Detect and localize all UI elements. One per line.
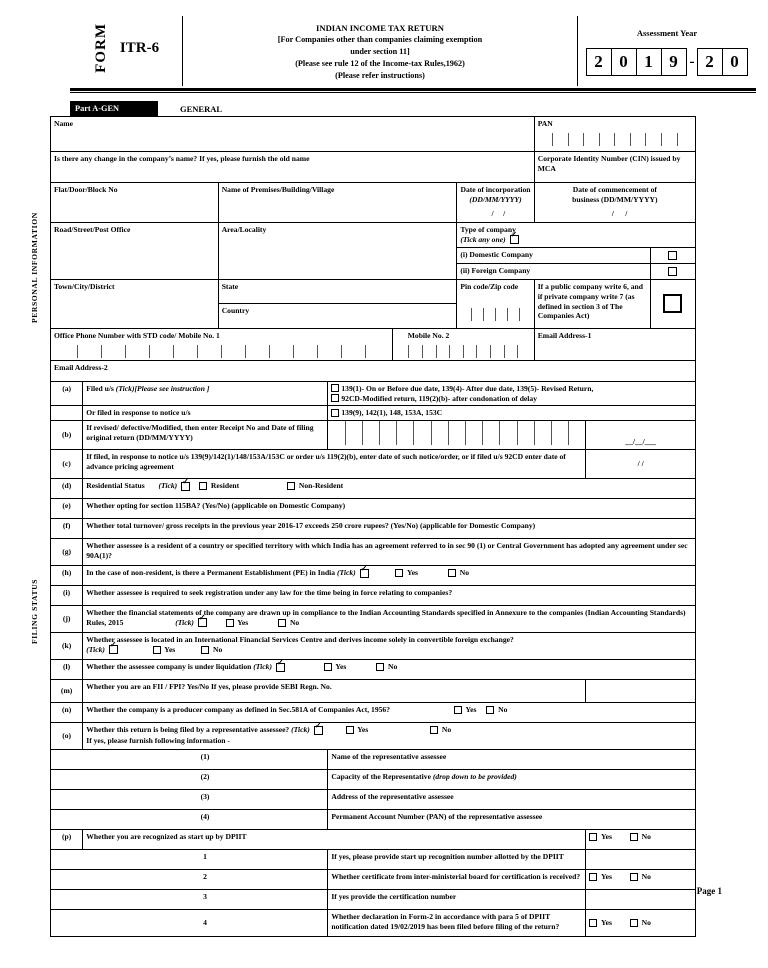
original-return-date-cell[interactable]	[586, 421, 696, 450]
checkbox-imb-yes-icon[interactable]	[589, 873, 597, 881]
filing-row-f	[51, 519, 696, 539]
town-label: Town/City/District	[54, 281, 115, 291]
premises-cell[interactable]	[218, 183, 457, 223]
filing-key-j: (j)	[51, 606, 83, 633]
filing-label-f[interactable]: Whether total turnover/ gross receipts in the previous year 2016-17 exceeds 250 crore rupees? (Yes/No) (applicable for Domestic Company)	[83, 519, 696, 539]
filing-row-c	[51, 450, 696, 479]
startup-item-row-1	[51, 850, 696, 870]
office-phone-label: Office Phone Number with STD code/ Mobile No. 1	[54, 330, 220, 340]
filing-row-n	[51, 703, 696, 723]
startup-yn-p[interactable]	[586, 830, 696, 850]
startup-label-2: Whether certificate from inter-ministerial board for certification is received?	[328, 870, 586, 890]
filing-label-e[interactable]: Whether opting for section 115BA? (Yes/No) (applicable on Domestic Company)	[83, 499, 696, 519]
imb-no-label: No	[641, 872, 651, 882]
rep-num-4: (4)	[83, 810, 328, 830]
name-change-cell[interactable]	[51, 152, 535, 183]
row-email2	[51, 360, 696, 381]
title-line-2: [For Companies other than companies claiming exemption	[277, 35, 483, 45]
public-private-input-cell[interactable]	[650, 279, 695, 328]
checkbox-ifsc-no-icon[interactable]	[201, 646, 209, 654]
residential-status-label: Residential Status	[86, 481, 145, 491]
startup-yn-2[interactable]	[586, 870, 696, 890]
filing-row-e	[51, 499, 696, 519]
mobile2-label: Mobile No. 2	[407, 330, 450, 340]
row-namechange-cin	[51, 152, 696, 183]
checkbox-rep-no-icon[interactable]	[430, 726, 438, 734]
area-cell[interactable]	[218, 222, 457, 279]
office-phone-cell[interactable]	[51, 328, 393, 360]
resident-label: Resident	[210, 481, 240, 491]
filing-key-a: (a)	[51, 381, 83, 406]
personal-information-table	[50, 116, 696, 382]
startup-row-p	[51, 830, 696, 850]
checkbox-producer-yes-icon[interactable]	[454, 706, 462, 714]
representative-row-3	[51, 790, 696, 810]
date-of-incorporation-header	[457, 183, 534, 207]
filing-row-a	[51, 381, 696, 406]
filing-label-k: Whether assessee is located in an International Financial Services Centre and derives income solely in convertible foreign exchange?	[86, 635, 514, 645]
filing-label-h-cell[interactable]	[83, 566, 696, 586]
notice-order-date: / /	[637, 459, 644, 469]
email1-label: Email Address-1	[537, 330, 592, 340]
rep-yes-label: Yes	[357, 725, 369, 735]
receipt-number-boxes[interactable]	[328, 421, 585, 445]
filing-label-b: If revised/ defective/Modified, then enter Receipt No and Date of filing original return (DD/MM/YYYY)	[83, 421, 328, 450]
rep-label-2: Capacity of the Representative	[331, 772, 431, 782]
receipt-number-boxes-cell[interactable]	[328, 421, 586, 450]
startup-label-4: Whether declaration in Form-2 in accordance with para 5 of DPIIT notification dated 19/02/2019 has been filed before filing of the return?	[328, 910, 586, 937]
rep-label-1[interactable]: Name of the representative assessee	[328, 750, 696, 770]
mobile2-boxes[interactable]	[396, 345, 531, 358]
startup-label-1: If yes, please provide start up recognition number allotted by the DPIIT	[328, 850, 586, 870]
filing-row-i	[51, 586, 696, 606]
filing-label-notice: Or filed in response to notice u/s	[83, 406, 328, 421]
ay-digit-2[interactable]: 0	[611, 48, 637, 76]
inds-no-label: No	[289, 618, 300, 628]
startup-blank-2	[51, 870, 83, 890]
domestic-company-label: (i) Domestic Company	[460, 249, 533, 259]
checkbox-liquidation-no-icon[interactable]	[376, 663, 384, 671]
startup-label-3: If yes provide the certification number	[328, 890, 586, 910]
filing-key-d: (d)	[51, 479, 83, 499]
checkbox-ifsc-yes-icon[interactable]	[153, 646, 161, 654]
rep-blank-1	[51, 750, 83, 770]
office-phone-boxes[interactable]	[54, 345, 389, 358]
checkbox-pe-no-icon[interactable]	[448, 569, 456, 577]
filing-label-h: In the case of non-resident, is there a Permanent Establishment (PE) in India	[86, 568, 336, 578]
inds-tick-word: (Tick)	[175, 618, 194, 628]
rep-blank-2	[51, 770, 83, 790]
form-word: FORM	[92, 23, 109, 73]
header-divider	[70, 88, 756, 93]
tick-mark-icon	[510, 235, 519, 244]
title-line-1: INDIAN INCOME TAX RETURN	[316, 23, 444, 33]
liquidation-tick-icon	[276, 663, 285, 672]
pan-label: PAN	[537, 119, 553, 129]
filing-label-i[interactable]: Whether assessee is required to seek registration under any law for the time being in force relating to companies?	[83, 586, 696, 606]
residential-tick-word: (Tick)	[158, 481, 178, 491]
foreign-company-cell	[457, 263, 650, 279]
representative-row-4	[51, 810, 696, 830]
email2-label: Email Address-2	[54, 362, 108, 372]
docb-label: Date of commencement of	[572, 185, 657, 195]
filing-label-o-cell[interactable]	[83, 723, 696, 750]
assessment-year-label: Assessment Year	[636, 28, 698, 38]
filing-row-k	[51, 633, 696, 660]
rep-no-label: No	[441, 725, 452, 735]
public-private-label: If a public company write 6, and if private company write 7 (as defined in section 3 of The Companies Act)	[537, 281, 643, 321]
startup-blank-1	[51, 850, 83, 870]
representative-row-2	[51, 770, 696, 790]
rep-label-4[interactable]: Permanent Account Number (PAN) of the representative assessee	[328, 810, 696, 830]
email1-cell[interactable]	[534, 328, 695, 360]
filing-label-l: Whether the assessee company is under liquidation	[86, 662, 252, 672]
filing-row-b	[51, 421, 696, 450]
filing-label-g[interactable]: Whether assessee is a resident of a country or specified territory with which India has an agreement referred to in sec 90 (1) or Central Government has adopted any agreement under sec 90A(1)?	[83, 539, 696, 566]
startup-no-label: No	[641, 832, 651, 842]
pin-cell[interactable]	[457, 279, 534, 328]
startup-blank-4	[51, 910, 83, 937]
residential-tick-icon	[181, 482, 190, 491]
doi-label: Date of incorporation	[460, 185, 531, 195]
checkbox-form2-yes-icon[interactable]	[589, 919, 597, 927]
row-road-area-type	[51, 222, 696, 247]
form-code: ITR-6	[119, 39, 160, 56]
form-title-block	[182, 16, 578, 86]
filing-row-j	[51, 606, 696, 633]
form2-no-label: No	[641, 918, 651, 928]
pe-no-label: No	[459, 568, 470, 578]
checkbox-liquidation-yes-icon[interactable]	[324, 663, 332, 671]
filing-label-m: Whether you are an FII / FPI? Yes/No If yes, please provide SEBI Regn. No.	[83, 680, 586, 703]
rep-sub-note: If yes, please furnish following information -	[86, 735, 230, 745]
title-line-4: (Please see rule 12 of the Income-tax Rules,1962)	[295, 59, 465, 69]
startup-input-3[interactable]	[586, 890, 696, 910]
filing-options-notice[interactable]	[328, 406, 696, 421]
filing-key-p: (p)	[51, 830, 83, 850]
docb-format: business (DD/MM/YYYY)	[572, 194, 658, 204]
filing-key-o: (o)	[51, 723, 83, 750]
checkbox-non-resident-icon[interactable]	[287, 482, 295, 490]
row-name-pan	[51, 117, 696, 152]
ay-separator: -	[689, 53, 695, 70]
ifsc-no-label: No	[212, 645, 223, 655]
domestic-company-checkbox[interactable]	[668, 251, 677, 260]
part-a-gen-bar	[70, 101, 756, 116]
ifsc-tick-word: (Tick)	[86, 645, 105, 655]
non-resident-label: Non-Resident	[298, 481, 344, 491]
page-number: Page 1	[696, 886, 722, 896]
pe-tick-icon	[360, 569, 369, 578]
date-of-commencement-header	[534, 183, 695, 207]
foreign-company-checkbox-cell[interactable]	[650, 263, 695, 279]
name-cell[interactable]	[51, 117, 535, 152]
producer-yes-label: Yes	[465, 705, 477, 715]
type-of-company-label: Type of company	[460, 224, 516, 234]
filing-row-h	[51, 566, 696, 586]
checkbox-producer-no-icon[interactable]	[486, 706, 494, 714]
area-label: Area/Locality	[221, 224, 267, 234]
residential-status-cell[interactable]	[83, 479, 696, 499]
form2-yes-label: Yes	[600, 918, 612, 928]
form-header	[70, 16, 756, 86]
startup-yn-4[interactable]	[586, 910, 696, 937]
checkbox-inds-no-icon[interactable]	[278, 619, 286, 627]
filed-options-line1: 139(1)- On or Before due date, 139(4)- After due date, 139(5)- Revised Return,	[341, 383, 594, 393]
filing-key-e: (e)	[51, 499, 83, 519]
filing-key-m: (m)	[51, 680, 83, 703]
filing-label-n: Whether the company is a producer company as defined in Sec.581A of Companies Act, 1956?	[86, 705, 391, 715]
rep-tick-word: (Tick)	[291, 725, 310, 735]
filing-label-c: If filed, in response to notice u/s 139(9)/142(1)/148/153A/153C or order u/s 119(2)(b), enter date of such notice/order, or if filed u/s 92CD enter date of advance pricing agreement	[83, 450, 586, 479]
imb-yes-label: Yes	[600, 872, 612, 882]
pan-cell[interactable]	[534, 117, 695, 152]
filing-label-a	[83, 381, 328, 406]
cin-cell[interactable]	[534, 152, 695, 183]
original-return-date: __/__/___	[625, 437, 657, 447]
name-change-label: Is there any change in the company’s name? If yes, please furnish the old name	[54, 154, 310, 164]
checkbox-92cd-icon[interactable]	[331, 394, 339, 402]
filing-label-k-cell[interactable]	[83, 633, 696, 660]
filed-us-instruction: (Tick)[Please see instruction ]	[115, 383, 210, 393]
filing-key-g: (g)	[51, 539, 83, 566]
checkbox-startup-no-icon[interactable]	[630, 833, 638, 841]
side-label-filing-status: FILING STATUS	[30, 578, 39, 644]
filing-key-i: (i)	[51, 586, 83, 606]
domestic-company-checkbox-cell[interactable]	[650, 247, 695, 263]
mobile2-cell[interactable]	[392, 328, 534, 360]
row-phones-email1	[51, 328, 696, 360]
state-cell[interactable]	[218, 279, 457, 304]
checkbox-rep-yes-icon[interactable]	[346, 726, 354, 734]
part-a-gen-title: GENERAL	[180, 103, 223, 114]
rep-blank-4	[51, 810, 83, 830]
premises-label: Name of Premises/Building/Village	[221, 185, 335, 195]
startup-yes-label: Yes	[600, 832, 612, 842]
rep-blank-3	[51, 790, 83, 810]
filing-key-k: (k)	[51, 633, 83, 660]
startup-num-4: 4	[83, 910, 328, 937]
checkbox-imb-no-icon[interactable]	[630, 873, 638, 881]
email2-cell[interactable]	[51, 360, 696, 381]
sebi-regn-input[interactable]	[586, 680, 696, 703]
producer-no-label: No	[498, 705, 508, 715]
rep-num-3: (3)	[83, 790, 328, 810]
rep-num-1: (1)	[83, 750, 328, 770]
startup-num-3: 3	[83, 890, 328, 910]
filing-key-h: (h)	[51, 566, 83, 586]
part-a-gen-tag: Part A-GEN	[70, 101, 158, 116]
form-body	[24, 116, 696, 937]
cin-label: Corporate Identity Number (CIN) issued by MCA	[537, 154, 681, 173]
assessment-year-block	[578, 16, 756, 86]
domestic-company-cell	[457, 247, 650, 263]
filing-row-l	[51, 660, 696, 680]
filing-options-a[interactable]	[328, 381, 696, 406]
pe-tick-word: (Tick)	[337, 568, 356, 578]
checkbox-139-9-icon[interactable]	[331, 409, 339, 417]
pin-boxes[interactable]	[460, 308, 530, 321]
type-of-company-header	[457, 222, 696, 247]
docb-input[interactable]: / /	[534, 207, 695, 223]
flat-cell[interactable]	[51, 183, 219, 223]
checkbox-startup-yes-icon[interactable]	[589, 833, 597, 841]
inds-tick-icon	[198, 618, 207, 627]
form-grid	[50, 116, 696, 937]
checkbox-resident-icon[interactable]	[199, 482, 207, 490]
filing-label-o: Whether this return is being filed by a representative assessee?	[86, 725, 290, 735]
checkbox-pe-yes-icon[interactable]	[395, 569, 403, 577]
filing-row-m	[51, 680, 696, 703]
flat-label: Flat/Door/Block No	[54, 185, 118, 195]
filing-key-f: (f)	[51, 519, 83, 539]
ifsc-yes-label: Yes	[164, 645, 176, 655]
ay-digit-6[interactable]: 0	[722, 48, 748, 76]
state-label: State	[221, 281, 239, 291]
filed-us-label: Filed u/s	[86, 383, 114, 393]
filing-label-l-cell[interactable]	[83, 660, 696, 680]
row-town-state-pin	[51, 279, 696, 304]
notice-order-date-cell[interactable]	[586, 450, 696, 479]
title-line-5: (Please refer instructions)	[335, 71, 425, 81]
assessment-year-boxes	[587, 48, 748, 76]
startup-num-1: 1	[83, 850, 328, 870]
town-cell[interactable]	[51, 279, 219, 328]
ay-digit-4[interactable]: 9	[661, 48, 687, 76]
filing-key-c: (c)	[51, 450, 83, 479]
road-label: Road/Street/Post Office	[54, 224, 131, 234]
country-label: Country	[221, 306, 250, 316]
filing-key-b: (b)	[51, 421, 83, 450]
filed-options-line2: 92CD-Modified return, 119(2)(b)- after condonation of delay	[341, 393, 538, 403]
liquidation-no-label: No	[388, 662, 398, 672]
filing-label-j-cell[interactable]	[83, 606, 696, 633]
pin-label: Pin code/Zip code	[460, 281, 519, 291]
checkbox-form2-no-icon[interactable]	[630, 919, 638, 927]
title-line-3: under section 11]	[350, 47, 410, 57]
pan-boxes[interactable]	[538, 133, 692, 146]
checkbox-139-1-icon[interactable]	[331, 384, 339, 392]
filing-key-l: (l)	[51, 660, 83, 680]
row-flat-premises-dates	[51, 183, 696, 207]
pe-yes-label: Yes	[407, 568, 419, 578]
country-cell[interactable]	[218, 304, 457, 329]
checkbox-inds-yes-icon[interactable]	[226, 619, 234, 627]
tick-any-one-label: (Tick any one)	[460, 234, 506, 244]
representative-row-1	[51, 750, 696, 770]
side-label-personal-information: PERSONAL INFORMATION	[30, 212, 39, 324]
startup-blank-3	[51, 890, 83, 910]
rep-num-2: (2)	[83, 770, 328, 790]
foreign-company-checkbox[interactable]	[668, 267, 677, 276]
form-identity	[70, 16, 182, 86]
doi-format: (DD/MM/YYYY)	[469, 194, 522, 204]
filing-row-notice	[51, 406, 696, 421]
filing-label-j: Whether the financial statements of the company are drawn up in compliance to the Indian Accounting Standards specified in Annexure to the companies (Indian Accounting Standards) Rules, 2015	[86, 608, 686, 628]
startup-input-1[interactable]	[586, 850, 696, 870]
startup-label-p: Whether you are recognized as start up by DPIIT	[83, 830, 586, 850]
rep-label-2-italic: (drop down to be provided)	[432, 772, 517, 782]
doi-input[interactable]: / /	[457, 207, 534, 223]
startup-item-row-4	[51, 910, 696, 937]
foreign-company-label: (ii) Foreign Company	[460, 265, 531, 275]
filing-status-table	[50, 381, 696, 938]
public-private-input-box[interactable]	[663, 294, 682, 313]
filing-key-n: (n)	[51, 703, 83, 723]
filing-row-d	[51, 479, 696, 499]
rep-tick-icon	[314, 726, 323, 735]
startup-item-row-2	[51, 870, 696, 890]
public-private-cell	[534, 279, 650, 328]
section-side-labels	[24, 116, 50, 937]
rep-label-3[interactable]: Address of the representative assessee	[328, 790, 696, 810]
name-label: Name	[54, 119, 73, 129]
ay-digit-1[interactable]: 2	[586, 48, 612, 76]
startup-num-2: 2	[83, 870, 328, 890]
ifsc-tick-icon	[109, 645, 118, 654]
startup-item-row-3	[51, 890, 696, 910]
road-cell[interactable]	[51, 222, 219, 279]
filing-row-o	[51, 723, 696, 750]
inds-yes-label: Yes	[237, 618, 249, 628]
ay-digit-3[interactable]: 1	[636, 48, 662, 76]
filing-label-n-cell[interactable]	[83, 703, 696, 723]
filing-row-g	[51, 539, 696, 566]
rep-label-2-cell[interactable]	[328, 770, 696, 790]
notice-options: 139(9), 142(1), 148, 153A, 153C	[341, 408, 443, 418]
liquidation-tick-word: (Tick)	[253, 662, 272, 672]
ay-digit-5[interactable]: 2	[697, 48, 723, 76]
filing-key-notice	[51, 406, 83, 421]
liquidation-yes-label: Yes	[335, 662, 347, 672]
